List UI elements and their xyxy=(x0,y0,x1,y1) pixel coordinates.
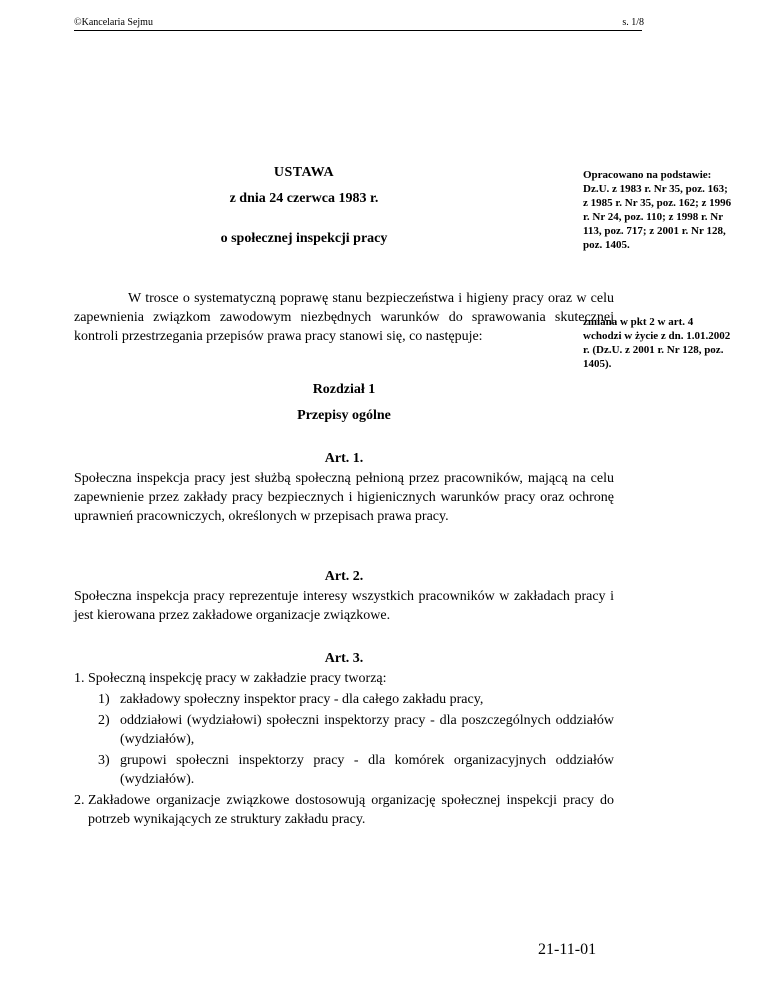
article-1-heading: Art. 1. xyxy=(324,451,364,466)
document-type-title: USTAWA xyxy=(273,165,335,180)
footer-date: 21-11-01 xyxy=(538,941,597,958)
paragraph-number: 2. xyxy=(74,793,85,808)
article-2-text: Społeczna inspekcja pracy reprezentuje interesy wszystkich pracowników w zakładach pracy i jest kierowana przez zakładowe organizacje związkowe. xyxy=(74,589,614,623)
point-number: 1) xyxy=(98,692,110,707)
paragraph-number: 1. xyxy=(74,671,85,686)
article-3-heading: Art. 3. xyxy=(324,651,364,666)
side-note-sources: Opracowano na podstawie: Dz.U. z 1983 r. Nr 35, poz. 163; z 1985 r. Nr 35, poz. 162; z 1996 r. Nr 24, poz. 110; z 1998 r. Nr 113, poz. 717; z 2001 r. Nr 128, poz. 1405. xyxy=(583,169,732,251)
header-publisher: ©Kancelaria Sejmu xyxy=(74,17,153,28)
preamble: W trosce o systematyczną poprawę stanu bezpieczeństwa i higieny pracy oraz w celu zapewnienia związkom zawodowym niezbędnych warunków do sprawowania skutecznej kontroli przestrzegania przepisów prawa pracy stanowi się, co następuje: xyxy=(74,291,614,344)
article-3-paragraph-1 xyxy=(74,669,614,688)
paragraph-text: Społeczną inspekcję pracy w zakładzie pracy tworzą: xyxy=(88,671,387,686)
chapter-number: Rozdział 1 xyxy=(312,382,376,397)
article-2-heading: Art. 2. xyxy=(324,569,364,584)
article-3-point-3 xyxy=(74,751,614,789)
article-1-text: Społeczna inspekcja pracy jest służbą społeczną pełnioną przez pracowników, mającą na celu zapewnienie przez zakłady pracy bezpiecznych i higienicznych warunków pracy oraz ochronę uprawnień pracowniczych, określonych w przepisach prawa pracy. xyxy=(74,471,614,524)
point-number: 2) xyxy=(98,713,110,728)
document-subject: o społecznej inspekcji pracy xyxy=(220,231,388,246)
document-date: z dnia 24 czerwca 1983 r. xyxy=(229,191,379,206)
side-note-amendment: zmiana w pkt 2 w art. 4 wchodzi w życie z dn. 1.01.2002 r. (Dz.U. z 2001 r. Nr 128, poz. 1405). xyxy=(583,316,731,370)
point-text: oddziałowi (wydziałowi) społeczni inspektorzy pracy - dla poszczególnych oddziałów (wydziałów), xyxy=(120,713,614,747)
article-3-point-1 xyxy=(74,690,614,709)
article-3-body xyxy=(74,669,614,831)
point-text: grupowi społeczni inspektorzy pracy - dla komórek organizacyjnych oddziałów (wydziałów). xyxy=(120,753,614,787)
header-divider xyxy=(74,30,642,31)
point-text: zakładowy społeczny inspektor pracy - dla całego zakładu pracy, xyxy=(120,692,484,707)
article-3-point-2 xyxy=(74,711,614,749)
header-page-number: s. 1/8 xyxy=(622,17,644,28)
chapter-title: Przepisy ogólne xyxy=(297,408,391,423)
article-3-paragraph-2 xyxy=(74,791,614,829)
point-number: 3) xyxy=(98,753,110,768)
paragraph-text: Zakładowe organizacje związkowe dostosowują organizację społecznej inspekcji pracy do potrzeb wynikających ze struktury zakładu pracy. xyxy=(88,793,614,827)
